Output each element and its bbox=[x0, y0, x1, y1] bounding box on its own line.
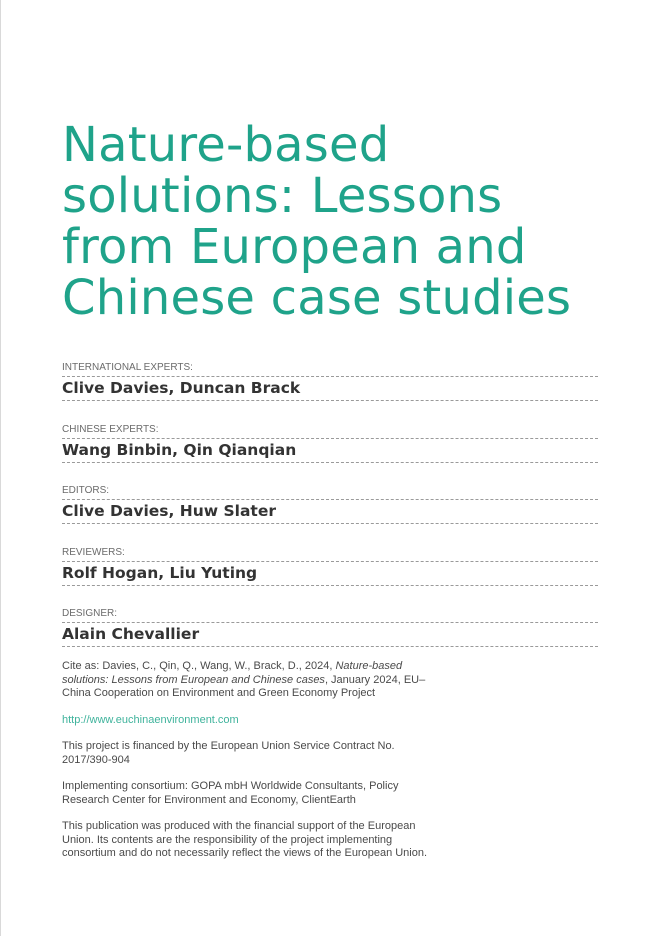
citation-prefix: Cite as: Davies, C., Qin, Q., Wang, W., Brack, D., 2024, bbox=[62, 660, 336, 672]
credit-editors bbox=[62, 484, 598, 546]
page-edge bbox=[0, 0, 1, 936]
citation bbox=[62, 660, 432, 701]
credit-label: EDITORS: bbox=[62, 484, 598, 500]
citation-suffix: , January 2024, EU–China Cooperation on Environment and Green Economy Project bbox=[62, 673, 426, 699]
website-paragraph bbox=[62, 714, 432, 728]
credit-international-experts bbox=[62, 361, 598, 423]
credit-names: Alain Chevallier bbox=[62, 623, 598, 647]
credit-names: Wang Binbin, Qin Qianqian bbox=[62, 439, 598, 463]
credit-reviewers bbox=[62, 546, 598, 608]
document-title: Nature-based solutions: Lessons from European and Chinese case studies bbox=[62, 117, 572, 326]
credit-label: DESIGNER: bbox=[62, 607, 598, 623]
credit-names: Clive Davies, Duncan Brack bbox=[62, 377, 598, 401]
credit-label: REVIEWERS: bbox=[62, 546, 598, 562]
publication-notes bbox=[62, 660, 432, 874]
credit-label: CHINESE EXPERTS: bbox=[62, 423, 598, 439]
credit-chinese-experts bbox=[62, 423, 598, 485]
credits-list bbox=[62, 361, 598, 669]
credit-label: INTERNATIONAL EXPERTS: bbox=[62, 361, 598, 377]
credit-names: Rolf Hogan, Liu Yuting bbox=[62, 562, 598, 586]
citation-title: Nature-based solutions: Lessons from European and Chinese cases bbox=[62, 660, 403, 686]
financing-statement: This project is financed by the European Union Service Contract No. 2017/390-904 bbox=[62, 740, 395, 766]
consortium-statement: Implementing consortium: GOPA mbH Worldwide Consultants, Policy Research Center for Environment and Economy, ClientEarth bbox=[62, 780, 399, 806]
credit-names: Clive Davies, Huw Slater bbox=[62, 500, 598, 524]
website-link[interactable]: http://www.euchinaenvironment.com bbox=[62, 713, 239, 726]
disclaimer-statement: This publication was produced with the financial support of the European Union. Its contents are the responsibility of the project implementing consortium and do not necessarily reflect the views of the European Union. bbox=[62, 820, 428, 859]
